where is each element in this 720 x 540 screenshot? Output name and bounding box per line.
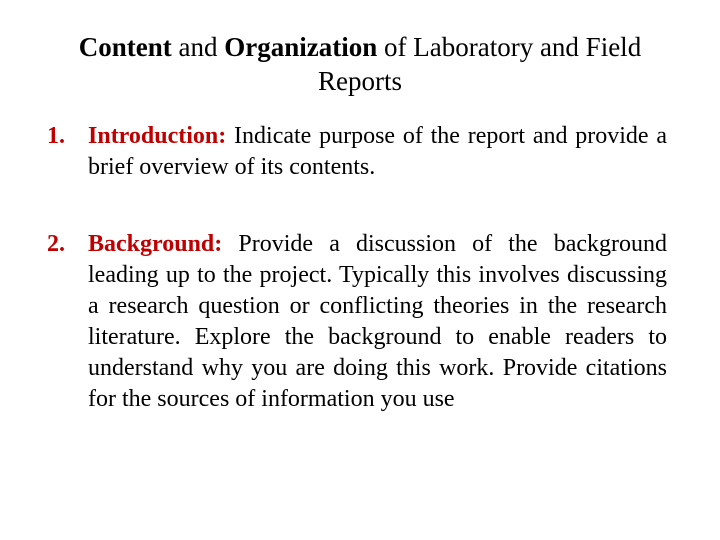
title-part-organization: Organization (224, 32, 378, 62)
item-text: Provide a discussion of the background leading up to the project. Typically this involves discussing a research question or conflicting theories in the research literature. Explore the background to enable readers to understand why you are doing this work. Provide citations for the sources of information you use (88, 231, 667, 412)
item-term: Background: (88, 231, 223, 257)
item-number: 1. (47, 123, 65, 149)
title-part-rest: of Laboratory and Field Reports (318, 32, 642, 96)
item-body (88, 121, 667, 183)
item-term: Introduction: (88, 123, 227, 149)
item-body (88, 229, 667, 415)
title-part-content: Content (78, 32, 172, 62)
list-item-introduction (47, 121, 667, 183)
item-number: 2. (47, 231, 65, 257)
slide-title (40, 30, 680, 98)
title-part-and: and (171, 32, 225, 62)
list-item-background (47, 229, 667, 415)
item-text: Indicate purpose of the report and provide a brief overview of its contents. (88, 123, 667, 180)
